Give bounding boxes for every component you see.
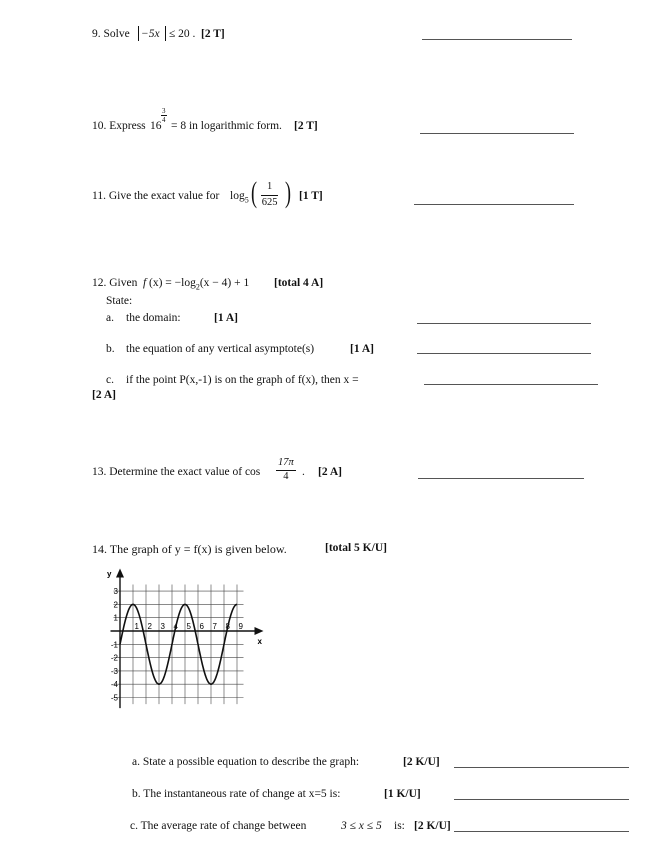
q9-relation: ≤ 20 .	[169, 28, 196, 40]
q10-exponent	[161, 108, 167, 124]
q12a-answer-line[interactable]	[417, 323, 591, 324]
q12-marks: [total 4 A]	[274, 277, 324, 289]
q12-func-rest: (x − 4) + 1	[199, 277, 250, 289]
q12c-text: if the point P(x,-1) is on the graph of f(x), then x =	[126, 374, 359, 386]
q12-state: State:	[106, 295, 133, 307]
x-tick-label: 3	[160, 622, 165, 631]
q10-exponent-den: 4	[162, 116, 166, 124]
q12-label: 12. Given	[92, 277, 138, 289]
q12-func-f: f	[143, 277, 147, 289]
q9-label: 9. Solve	[92, 28, 130, 40]
y-tick-label: -4	[110, 680, 118, 690]
abs-bar-left	[138, 26, 139, 41]
q12b-text: the equation of any vertical asymptote(s)	[126, 343, 315, 355]
q10-answer-line[interactable]	[420, 133, 574, 134]
abs-bar-right	[165, 26, 166, 41]
q12a-marks: [1 A]	[214, 312, 238, 324]
q12c-letter: c.	[106, 374, 114, 386]
q14-marks: [total 5 K/U]	[325, 542, 387, 554]
y-tick-label: 3	[113, 587, 118, 597]
y-tick-label: 2	[113, 600, 118, 610]
q13-label: 13. Determine the exact value of cos	[92, 466, 261, 478]
y-tick-label: -2	[110, 653, 118, 663]
q12b-answer-line[interactable]	[417, 353, 591, 354]
q12-func	[149, 278, 249, 291]
q12b-letter: b.	[106, 343, 115, 355]
q12c-answer-line[interactable]	[424, 384, 598, 385]
q13-dot: .	[302, 466, 305, 478]
q11-log-text: log	[230, 190, 245, 202]
q10-marks: [2 T]	[294, 120, 318, 132]
y-tick-label: 1	[113, 613, 118, 623]
q11-frac-den: 625	[261, 196, 278, 208]
x-tick-label: 9	[238, 622, 243, 631]
y-axis-label: y	[107, 569, 112, 579]
x-axis-label: x	[257, 637, 262, 646]
q9-marks: [2 T]	[201, 28, 225, 40]
x-tick-label: 4	[173, 622, 178, 631]
q11-answer-line[interactable]	[414, 204, 574, 205]
q14-intro: 14. The graph of y = f(x) is given below.	[92, 542, 287, 556]
q12-func-expr: (x) = −log	[149, 277, 196, 289]
x-tick-label: 2	[147, 622, 152, 631]
q12a-letter: a.	[106, 312, 114, 324]
q14c-marks: [2 K/U]	[414, 820, 451, 832]
q13-fraction	[276, 458, 296, 482]
q14b-marks: [1 K/U]	[384, 788, 421, 800]
x-tick-label: 7	[212, 622, 217, 631]
q11-paren-right: )	[285, 176, 291, 209]
q10-rest: = 8 in logarithmic form.	[171, 120, 282, 132]
y-tick-label: -5	[110, 693, 118, 703]
q12a-text: the domain:	[126, 312, 181, 324]
q10-base: 16	[150, 120, 162, 132]
q11-frac-num: 1	[261, 182, 278, 196]
q12-func-base: 2	[195, 282, 200, 292]
x-tick-label: 6	[199, 622, 204, 631]
q14a-text: a. State a possible equation to describe the graph:	[132, 756, 360, 768]
x-tick-label: 1	[134, 622, 139, 631]
q14c-answer-line[interactable]	[454, 831, 629, 832]
function-graph	[95, 568, 270, 718]
q14a-answer-line[interactable]	[454, 767, 629, 768]
q12c-marks: [2 A]	[92, 389, 116, 401]
q14b-text: b. The instantaneous rate of change at x=5 is:	[132, 788, 341, 800]
q14c-is: is:	[394, 820, 405, 832]
y-tick-label: -1	[110, 640, 118, 650]
q11-log-base: 5	[244, 195, 249, 205]
q14c-text: c. The average rate of change between	[130, 820, 307, 832]
y-tick-label: -3	[110, 666, 118, 676]
q11-log	[230, 191, 249, 204]
x-tick-label: 5	[186, 622, 191, 631]
q14b-answer-line[interactable]	[454, 799, 629, 800]
q11-label: 11. Give the exact value for	[92, 190, 220, 202]
q13-frac-num: 17π	[276, 458, 296, 471]
q14c-inequality: 3 ≤ x ≤ 5	[341, 820, 382, 832]
q9-answer-line[interactable]	[422, 39, 572, 40]
q10-exponent-num: 3	[162, 107, 166, 115]
q13-answer-line[interactable]	[418, 478, 584, 479]
x-tick-label: 8	[225, 622, 230, 631]
q11-paren-left: (	[251, 176, 257, 209]
x-axis-arrow	[255, 627, 264, 635]
q13-marks: [2 A]	[318, 466, 342, 478]
q13-frac-den: 4	[283, 470, 289, 482]
q10-label: 10. Express	[92, 120, 146, 132]
q12b-marks: [1 A]	[350, 343, 374, 355]
q11-fraction	[261, 182, 278, 208]
q11-marks: [1 T]	[299, 190, 323, 202]
q9-abs-expr: −5x	[141, 28, 160, 40]
y-axis-arrow	[116, 568, 124, 577]
q14a-marks: [2 K/U]	[403, 756, 440, 768]
